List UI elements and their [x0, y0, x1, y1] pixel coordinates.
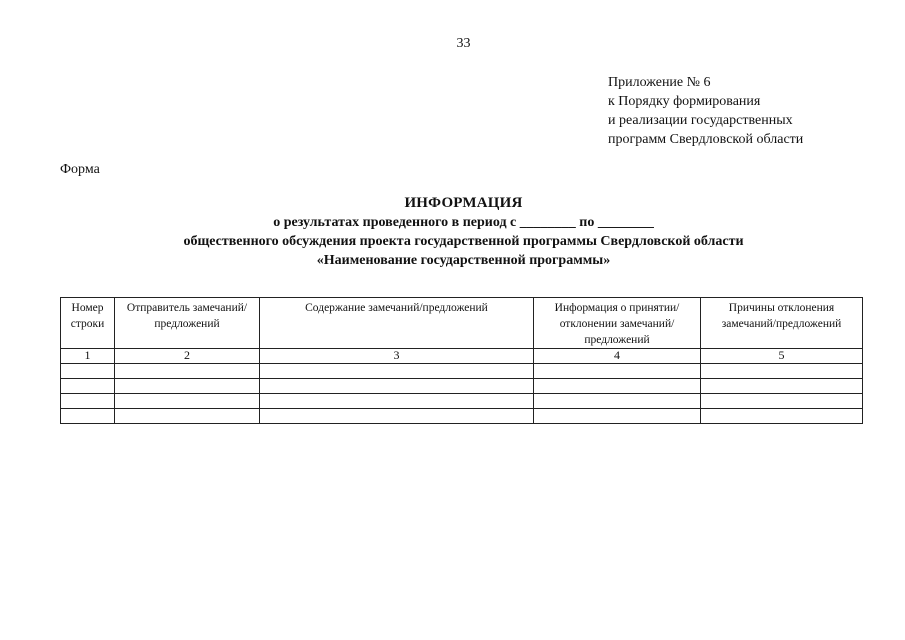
column-number: 2	[115, 349, 260, 364]
table-cell	[115, 409, 260, 424]
column-number: 5	[701, 349, 863, 364]
table-cell	[61, 394, 115, 409]
table-cell	[534, 379, 701, 394]
table-row	[61, 394, 863, 409]
table-cell	[260, 409, 534, 424]
table-cell	[701, 409, 863, 424]
table-row	[61, 379, 863, 394]
table-header-row	[61, 298, 863, 349]
column-header-rejection-reasons: Причины отклонения замечаний/предложений	[701, 298, 863, 349]
heading-period-line: о результатах проведенного в период с ________ по ________	[273, 215, 654, 230]
column-number: 4	[534, 349, 701, 364]
table-cell	[534, 364, 701, 379]
heading-subject-line: общественного обсуждения проекта государственной программы Свердловской области	[183, 234, 744, 249]
table-row	[61, 364, 863, 379]
appendix-line: и реализации государственных	[608, 113, 793, 128]
form-label: Форма	[60, 162, 100, 177]
column-number: 3	[260, 349, 534, 364]
table-cell	[701, 394, 863, 409]
heading-program-name: «Наименование государственной программы»	[316, 253, 611, 268]
table-cell	[701, 364, 863, 379]
page-number: 33	[456, 36, 471, 51]
table-cell	[115, 394, 260, 409]
appendix-line: к Порядку формирования	[608, 94, 761, 109]
table-cell	[260, 394, 534, 409]
table-cell	[534, 394, 701, 409]
appendix-note	[608, 73, 803, 149]
column-header-content: Содержание замечаний/предложений	[260, 298, 534, 349]
table-cell	[61, 409, 115, 424]
table-cell	[115, 379, 260, 394]
column-number-row	[61, 349, 863, 364]
comments-table	[60, 297, 863, 424]
table-cell	[260, 379, 534, 394]
appendix-line: программ Свердловской области	[608, 132, 804, 147]
document-title: ИНФОРМАЦИЯ	[404, 195, 523, 211]
table-row	[61, 409, 863, 424]
table-cell	[701, 379, 863, 394]
table-cell	[61, 379, 115, 394]
appendix-line: Приложение № 6	[608, 75, 711, 90]
document-heading	[0, 194, 905, 270]
column-header-decision: Информация о принятии/отклонении замечаний/предложений	[534, 298, 701, 349]
table-cell	[260, 364, 534, 379]
table-cell	[115, 364, 260, 379]
column-header-sender: Отправитель замечаний/ предложений	[115, 298, 260, 349]
table-cell	[61, 364, 115, 379]
column-header-row-number: Номер строки	[61, 298, 115, 349]
column-number: 1	[61, 349, 115, 364]
table-cell	[534, 409, 701, 424]
